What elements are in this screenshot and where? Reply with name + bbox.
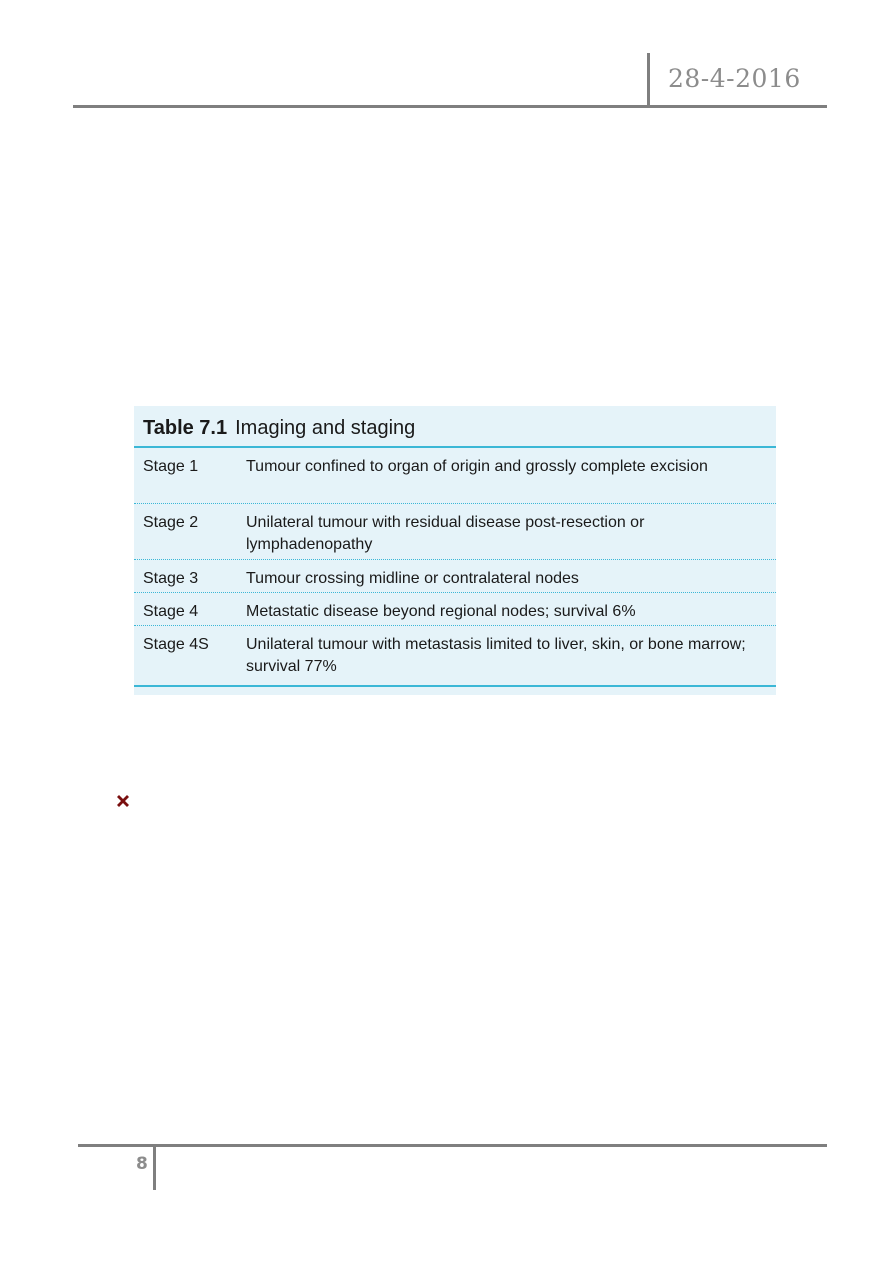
table-row (134, 504, 776, 560)
table-cell-description: Metastatic disease beyond regional nodes; survival 6% (246, 603, 636, 620)
table-cell-stage: Stage 3 (143, 570, 199, 587)
header-vertical-divider (647, 53, 650, 105)
table-cell-description: Tumour crossing midline or contralateral nodes (246, 570, 579, 587)
table-caption (143, 411, 415, 445)
table-number: Table 7.1 (143, 417, 228, 439)
footer-divider (78, 1144, 827, 1147)
table-row (134, 448, 776, 504)
table-cell-stage: Stage 1 (143, 458, 199, 475)
table-cell-description: Tumour confined to organ of origin and grossly complete excision (246, 458, 708, 475)
table-row (134, 593, 776, 626)
table-title: Imaging and staging (235, 417, 416, 439)
table-cell-description: Unilateral tumour with residual disease post-resection or lymphadenopathy (246, 514, 645, 553)
table-cell-stage: Stage 2 (143, 514, 199, 531)
staging-table (134, 406, 776, 695)
header-divider (73, 105, 827, 108)
page-number: 8 (136, 1154, 148, 1174)
footer-vertical-divider (153, 1147, 156, 1190)
cross-icon (114, 792, 132, 810)
header-date: 28-4-2016 (668, 64, 801, 93)
table-cell-stage: Stage 4 (143, 603, 199, 620)
table-row (134, 626, 776, 687)
table-rows (134, 448, 776, 687)
table-row (134, 560, 776, 593)
table-cell-stage: Stage 4S (143, 636, 209, 653)
table-cell-description: Unilateral tumour with metastasis limited to liver, skin, or bone marrow; survival 77% (246, 636, 746, 675)
